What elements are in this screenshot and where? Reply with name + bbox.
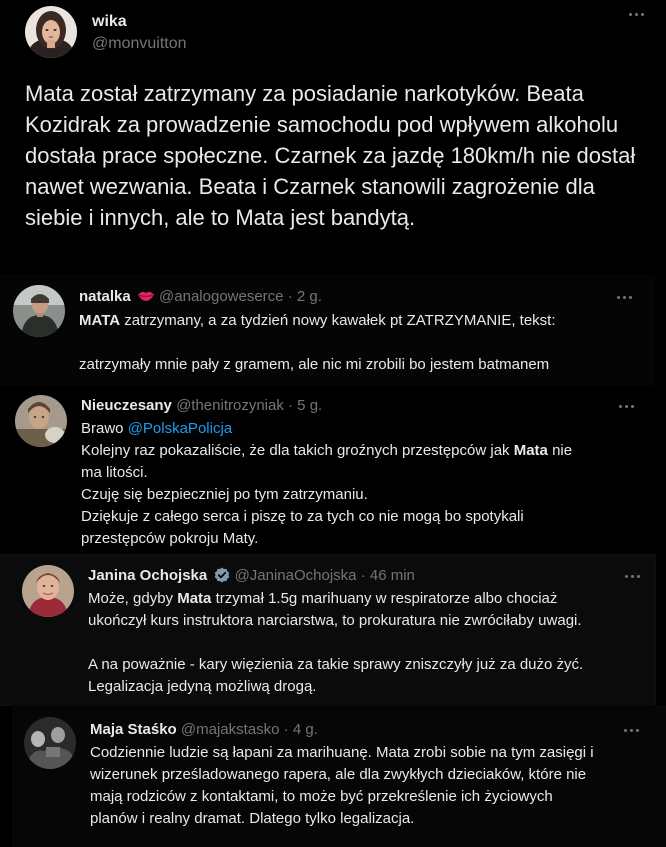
avatar[interactable] xyxy=(15,395,67,447)
avatar[interactable] xyxy=(24,717,76,769)
avatar[interactable] xyxy=(25,6,77,58)
more-options-icon[interactable] xyxy=(617,293,635,301)
author-handle[interactable]: @JaninaOchojska xyxy=(234,567,357,584)
tweet-time[interactable]: · 5 g. xyxy=(288,397,323,414)
author-name[interactable]: Maja Staśko xyxy=(90,721,177,738)
author-name[interactable]: Janina Ochojska xyxy=(88,567,208,584)
author-handle[interactable]: @monvuitton xyxy=(92,35,187,52)
more-options-icon[interactable] xyxy=(624,726,642,734)
tweet-text: Codziennie ludzie są łapani za marihuanę. Mata zrobi sobie na tym zasięgi i wizerunek prześladowanego rapera, ale dla zwykłych dzieciaków, które nie mają rodziców z kontaktami, to może być przekreślenie ich życiowych planów i realny dramat. Dlatego tylko legalizacja. xyxy=(90,744,594,827)
author-handle[interactable]: @majakstasko xyxy=(180,721,280,738)
author-name[interactable]: wika xyxy=(92,13,127,30)
tweet-header xyxy=(79,288,322,305)
tweet-text: Brawo @PolskaPolicja Kolejny raz pokazaliście, że dla takich groźnych przestępców jak Mata nie ma litości. Czuję się bezpieczniej po tym zatrzymaniu. Dziękuje z całego serca i piszę to za tych co nie mogą bo spotykali przestępców pokroju Maty. xyxy=(81,420,573,547)
quoted-tweet[interactable] xyxy=(0,275,655,385)
tweet-text: MATA zatrzymany, a za tydzień nowy kawałek pt ZATRZYMANIE, tekst: zatrzymały mnie pały z gramem, ale nic mi zrobili bo jestem batmanem xyxy=(79,312,556,373)
more-options-icon[interactable] xyxy=(625,572,643,580)
author-name[interactable]: Nieuczesany xyxy=(81,397,172,414)
tweet-time[interactable]: · 2 g. xyxy=(287,288,322,305)
quoted-tweet[interactable] xyxy=(12,705,666,847)
author-handle[interactable]: @thenitrozyniak xyxy=(176,397,284,414)
mention-link[interactable]: @PolskaPolicja xyxy=(127,420,233,437)
author-handle[interactable]: @analogoweserce xyxy=(159,288,284,305)
tweet-text: Mata został zatrzymany za posiadanie narkotyków. Beata Kozidrak za prowadzenie samochodu pod wpływem alkoholu dostała prace społeczne. Czarnek za jazdę 180km/h nie dostał nawet wezwania. Beata i Czarnek stanowili zagrożenie dla siebie i innych, ale to Mata jest bandytą. xyxy=(25,81,636,230)
more-options-icon[interactable] xyxy=(619,402,637,410)
tweet-header xyxy=(90,721,318,738)
author-name[interactable]: natalka xyxy=(79,288,131,305)
tweet-header xyxy=(88,567,415,584)
quoted-tweet[interactable] xyxy=(0,555,655,705)
tweet-header xyxy=(81,397,322,414)
tweet-time[interactable]: · 4 g. xyxy=(283,721,318,738)
avatar[interactable] xyxy=(22,565,74,617)
avatar[interactable] xyxy=(13,285,65,337)
tweet-text: Może, gdyby Mata trzymał 1.5g marihuany w respiratorze albo chociaż ukończył kurs instruktora narciarstwa, to prokuratura nie zwróciłaby uwagi. A na poważnie - kary więzienia za takie sprawy zniszczyły już za dużo żyć. Legalizacja jedyną możliwą drogą. xyxy=(88,590,584,695)
tweet-time[interactable]: · 46 min xyxy=(360,567,415,584)
kiss-lips-icon xyxy=(137,290,155,302)
verified-badge-icon xyxy=(214,567,230,583)
main-tweet xyxy=(0,0,666,275)
quoted-tweet[interactable] xyxy=(0,385,655,555)
more-options-icon[interactable] xyxy=(629,10,647,18)
